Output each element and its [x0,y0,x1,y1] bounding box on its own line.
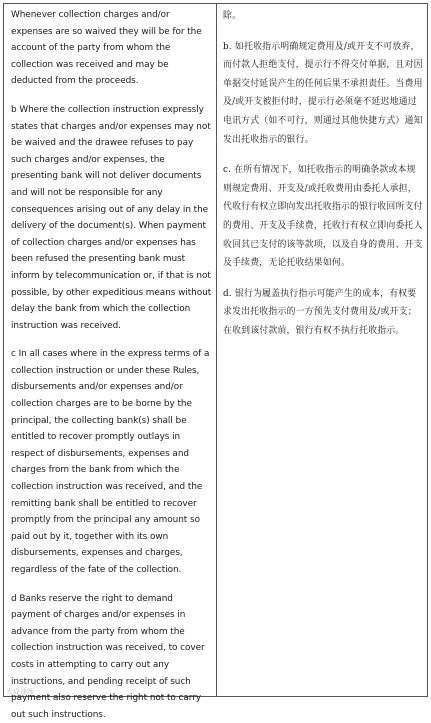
bilingual-rules-table [3,3,428,720]
chinese-column [217,4,427,696]
english-paragraph-c: c In all cases where in the express terms of a collection instruction or under these Rules, disbursements and/or expenses and/or collection charges are to be borne by the principal, the collecting bank(s) shall be entitled to recover promptly outlays in respect of disbursements, expenses and charges from the bank from which the collection instruction was received, and the remitting bank shall be entitled to recover promptly from the principal any amount so paid out by it, together with its own disbursements, expenses and charges, regardless of the fate of the collection. [11,349,210,575]
watermark-logo: 大成律师 [6,688,34,696]
english-paragraph-d: d Banks reserve the right to demand payment of charges and/or expenses in advance from the party from whom the collection instruction was received, to cover costs in attempting to carry out any instructions, and pending receipt of such payment also reserve the right not to carry out such instructions. [11,593,205,720]
chinese-paragraph-b: b. 如托收指示明确规定费用及/或开支不可放弃，而付款人拒绝支付，提示行不得交付单据，且对因单据交付延误产生的任何后果不承担责任。当费用及/或开支被拒付时，提示行必须毫不延迟地通过电讯方式（如不可行，则通过其他快捷方式）通知发出托收指示的银行。 [223,41,423,145]
english-paragraph-b: b Where the collection instruction expressly states that charges and/or expenses may not be waived and the drawee refuses to pay such charges and/or expenses, the presenting bank will not deliver documents and will not be responsible for any consequences arising out of any delay in the delivery of the document(s). When payment of collection charges and/or expenses has been refused the presenting bank must inform by telecommunication or, if that is not possible, by other expeditious means without delay the bank from which the collection instruction was received. [11,104,212,331]
chinese-paragraph-c: c. 在所有情况下，如托收指示的明确条款或本规则规定费用、开支及/或托收费用由委托人承担，代收行有权立即向发出托收指示的银行收回所支付的费用、开支及手续费，托收行有权立即向委托人收回其已支付的该等款项，以及自身的费用、开支及手续费，无论托收结果如何。 [223,165,423,269]
chinese-paragraph-d: d. 银行为履盖执行指示可能产生的成本，有权要求发出托收指示的一方预先支付费用及/或开支；在收到该付款前，银行有权不执行托收指示。 [223,288,417,336]
chinese-paragraph-a: 除。 [223,11,242,21]
english-column [4,4,217,720]
english-paragraph-a: Whenever collection charges and/or expenses are so waived they will be for the account of the party from whom the collection was received and may be deducted from the proceeds. [11,10,202,87]
